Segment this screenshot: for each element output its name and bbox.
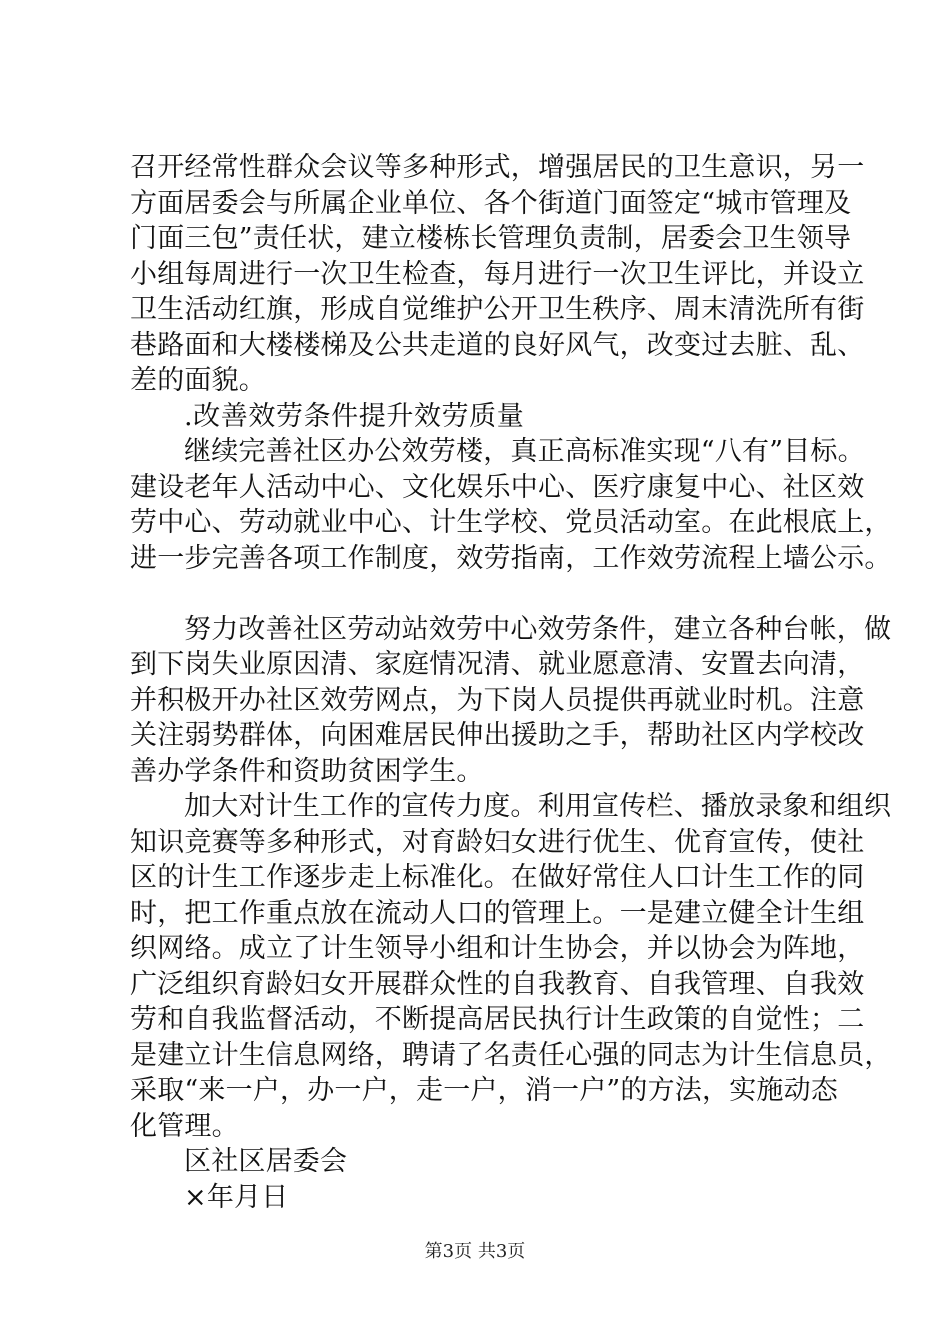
paragraph-line: 时，把工作重点放在流动人口的管理上。一是建立健全计生组 — [130, 897, 865, 929]
blank-line — [130, 576, 850, 612]
paragraph-line: 加大对计生工作的宣传力度。利用宣传栏、播放录象和组织 — [184, 791, 892, 822]
paragraph-line: 努力改善社区劳动站效劳中心效劳条件，建立各种台帐，做 — [184, 613, 892, 645]
paragraph-line: 到下岗失业原因清、家庭情况清、就业愿意清、安置去向清， — [130, 649, 865, 680]
paragraph-line: 建设老年人活动中心、文化娱乐中心、医疗康复中心、社区效 — [130, 471, 865, 503]
signature-date: ×年月日 — [184, 1181, 289, 1213]
paragraph-line: 劳和自我监督活动，不断提高居民执行计生政策的自觉性；二 — [130, 1004, 865, 1035]
paragraph-line: 继续完善社区办公效劳楼，真正高标准实现“八有”目标。 — [184, 436, 865, 467]
signature-organization: 区社区居委会 — [184, 1146, 348, 1177]
paragraph-line: 巷路面和大楼楼梯及公共走道的良好风气，改变过去脏、乱、 — [130, 329, 865, 361]
paragraph-line: 广泛组织育龄妇女开展群众性的自我教育、自我管理、自我效 — [130, 968, 865, 1000]
paragraph-line: 善办学条件和资助贫困学生。 — [130, 755, 484, 787]
paragraph-line: 织网络。成立了计生领导小组和计生协会，并以协会为阵地， — [130, 933, 865, 964]
paragraph-line: 关注弱势群体，向困难居民伸出援助之手，帮助社区内学校改 — [130, 720, 865, 751]
paragraph-line: 召开经常性群众会议等多种形式，增强居民的卫生意识，另一 — [130, 152, 865, 183]
paragraph-line: 差的面貌。 — [130, 365, 266, 396]
section-heading: .改善效劳条件提升效劳质量 — [184, 400, 525, 432]
paragraph-line: 小组每周进行一次卫生检查，每月进行一次卫生评比，并设立 — [130, 258, 865, 290]
paragraph-line: 化管理。 — [130, 1110, 239, 1142]
paragraph-line: 卫生活动红旗，形成自觉维护公开卫生秩序、周末清洗所有街 — [130, 294, 865, 325]
document-body — [130, 150, 892, 1215]
paragraph-line: 并积极开办社区效劳网点，为下岗人员提供再就业时机。注意 — [130, 684, 865, 716]
page-number-footer: 第3页 共3页 — [424, 1241, 526, 1262]
paragraph-line: 进一步完善各项工作制度，效劳指南，工作效劳流程上墙公示。 — [130, 542, 892, 574]
paragraph-line: 门面三包”责任状，建立楼栋长管理负责制，居委会卫生领导 — [130, 223, 852, 254]
paragraph-line: 是建立计生信息网络，聘请了名责任心强的同志为计生信息员， — [130, 1039, 892, 1071]
paragraph-line: 区的计生工作逐步走上标准化。在做好常住人口计生工作的同 — [130, 862, 865, 893]
paragraph-line: 劳中心、劳动就业中心、计生学校、党员活动室。在此根底上， — [130, 507, 892, 538]
paragraph-line: 采取“来一户，办一户，走一户，消一户”的方法，实施动态 — [130, 1075, 839, 1106]
paragraph-line: 方面居委会与所属企业单位、各个街道门面签定“城市管理及 — [130, 187, 852, 219]
paragraph-line: 知识竞赛等多种形式，对育龄妇女进行优生、优育宣传，使社 — [130, 826, 865, 858]
